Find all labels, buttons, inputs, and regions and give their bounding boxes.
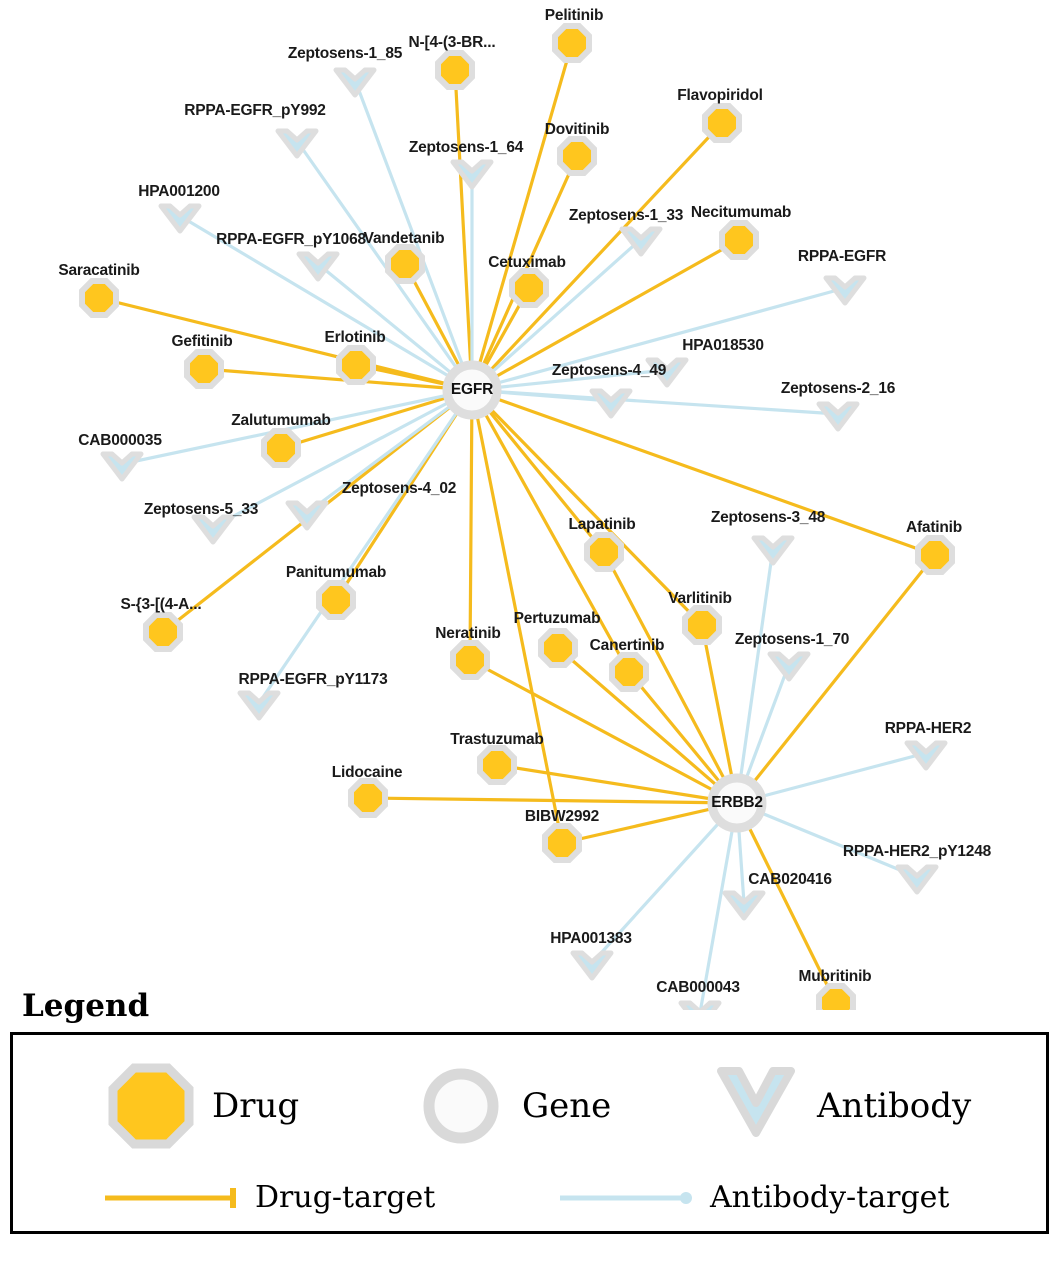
drug-node[interactable] [453, 643, 487, 677]
antibody-node[interactable] [754, 538, 792, 563]
antibody-label: Zeptosens-4_49 [551, 362, 667, 379]
antibody-label: Zeptosens-1_33 [568, 207, 684, 224]
drug-node[interactable] [555, 26, 589, 60]
antibody-node[interactable] [453, 162, 491, 187]
antibody-label: HPA001200 [138, 183, 220, 200]
antibody-label: Zeptosens-2_16 [780, 380, 896, 397]
antibody-label: RPPA-HER2 [884, 720, 972, 737]
drug-label: Varlitinib [668, 590, 732, 607]
antibody-target-edge-icon [558, 1185, 698, 1211]
antibody-label: Zeptosens-5_33 [143, 501, 259, 518]
antibody-label: CAB020416 [748, 871, 832, 888]
antibody-label: HPA001383 [550, 930, 632, 947]
gene-label: ERBB2 [711, 794, 763, 811]
legend-item-drug-target [103, 1180, 435, 1215]
drug-node[interactable] [685, 608, 719, 642]
edge-drug-target [470, 390, 472, 660]
antibody-node[interactable] [573, 953, 611, 978]
drug-label: Afatinib [905, 519, 963, 536]
antibody-label: Zeptosens-3_48 [710, 509, 826, 526]
drug-node[interactable] [82, 281, 116, 315]
drug-node[interactable] [545, 826, 579, 860]
antibody-node[interactable] [592, 391, 630, 416]
legend [0, 988, 1059, 1234]
antibody-label: RPPA-EGFR_pY992 [184, 102, 326, 119]
drug-node[interactable] [339, 348, 373, 382]
drug-label: Flavopiridol [677, 87, 763, 104]
drug-target-edge-icon [103, 1185, 243, 1211]
antibody-label: CAB000035 [78, 432, 162, 449]
antibody-node[interactable] [336, 70, 374, 95]
drug-node[interactable] [264, 431, 298, 465]
antibody-label: Zeptosens-1_64 [408, 139, 524, 156]
legend-label-drug: Drug [212, 1086, 300, 1126]
antibody-node[interactable] [819, 404, 857, 429]
drug-label: N-[4-(3-BR... [408, 34, 496, 51]
drug-label: Zalutumumab [231, 412, 331, 429]
antibody-label: CAB000043 [656, 979, 740, 996]
antibody-label: Zeptosens-4_02 [341, 480, 457, 497]
antibody-label: HPA018530 [682, 337, 764, 354]
drug-label: Necitumumab [690, 204, 792, 221]
legend-label-antibody-target: Antibody-target [710, 1180, 950, 1215]
drug-label: Mubritinib [798, 968, 872, 985]
drug-node[interactable] [512, 271, 546, 305]
gene-icon [418, 1063, 504, 1149]
drug-node[interactable] [918, 538, 952, 572]
drug-label: Lidocaine [331, 764, 403, 781]
drug-node[interactable] [480, 748, 514, 782]
gene-label: EGFR [450, 381, 494, 398]
drug-node[interactable] [541, 631, 575, 665]
drug-node[interactable] [187, 352, 221, 386]
edge-drug-target [455, 70, 472, 390]
drug-label: BIBW2992 [524, 808, 600, 825]
drug-label: Dovitinib [544, 121, 610, 138]
antibody-node[interactable] [288, 503, 326, 528]
antibody-node[interactable] [278, 131, 316, 156]
antibody-node[interactable] [194, 517, 232, 542]
drug-node[interactable] [560, 139, 594, 173]
antibody-node[interactable] [898, 867, 936, 892]
drug-label: Vandetanib [363, 230, 445, 247]
drug-node[interactable] [146, 615, 180, 649]
edge-drug-target [472, 390, 935, 555]
legend-label-antibody: Antibody [817, 1086, 972, 1126]
drug-node[interactable] [388, 247, 422, 281]
drug-node[interactable] [438, 53, 472, 87]
antibody-label: RPPA-EGFR_pY1173 [238, 671, 388, 688]
antibody-node[interactable] [103, 454, 141, 479]
drug-icon [108, 1063, 194, 1149]
legend-item-gene [418, 1063, 611, 1149]
legend-title: Legend [22, 988, 150, 1024]
legend-label-gene: Gene [522, 1086, 612, 1126]
antibody-icon [713, 1063, 799, 1149]
legend-box [10, 1032, 1049, 1234]
drug-label: Gefitinib [171, 333, 233, 350]
antibody-node[interactable] [161, 206, 199, 231]
drug-label: S-{3-[(4-A... [120, 596, 202, 613]
antibody-label: Zeptosens-1_85 [287, 45, 403, 62]
antibody-node[interactable] [770, 654, 808, 679]
drug-label: Erlotinib [324, 329, 386, 346]
drug-label: Panitumumab [285, 564, 387, 581]
antibody-label: RPPA-EGFR [797, 248, 887, 265]
drug-node[interactable] [319, 583, 353, 617]
drug-node[interactable] [351, 781, 385, 815]
drug-label: Canertinib [589, 637, 665, 654]
drug-label: Cetuximab [488, 254, 566, 271]
legend-label-drug-target: Drug-target [255, 1180, 436, 1215]
drug-label: Saracatinib [58, 262, 140, 279]
legend-item-drug [108, 1063, 299, 1149]
drug-label: Lapatinib [568, 516, 636, 533]
antibody-label: RPPA-EGFR_pY1068 [216, 231, 366, 248]
antibody-node[interactable] [240, 693, 278, 718]
legend-item-antibody [713, 1063, 971, 1149]
antibody-label: Zeptosens-1_70 [734, 631, 850, 648]
drug-label: Neratinib [435, 625, 501, 642]
drug-node[interactable] [722, 223, 756, 257]
drug-label: Pertuzumab [513, 610, 601, 627]
drug-node[interactable] [587, 535, 621, 569]
drug-node[interactable] [612, 655, 646, 689]
drug-label: Pelitinib [544, 7, 604, 24]
legend-item-antibody-target [558, 1180, 950, 1215]
antibody-label: RPPA-HER2_pY1248 [842, 843, 992, 860]
drug-node[interactable] [705, 106, 739, 140]
drug-label: Trastuzumab [450, 731, 544, 748]
